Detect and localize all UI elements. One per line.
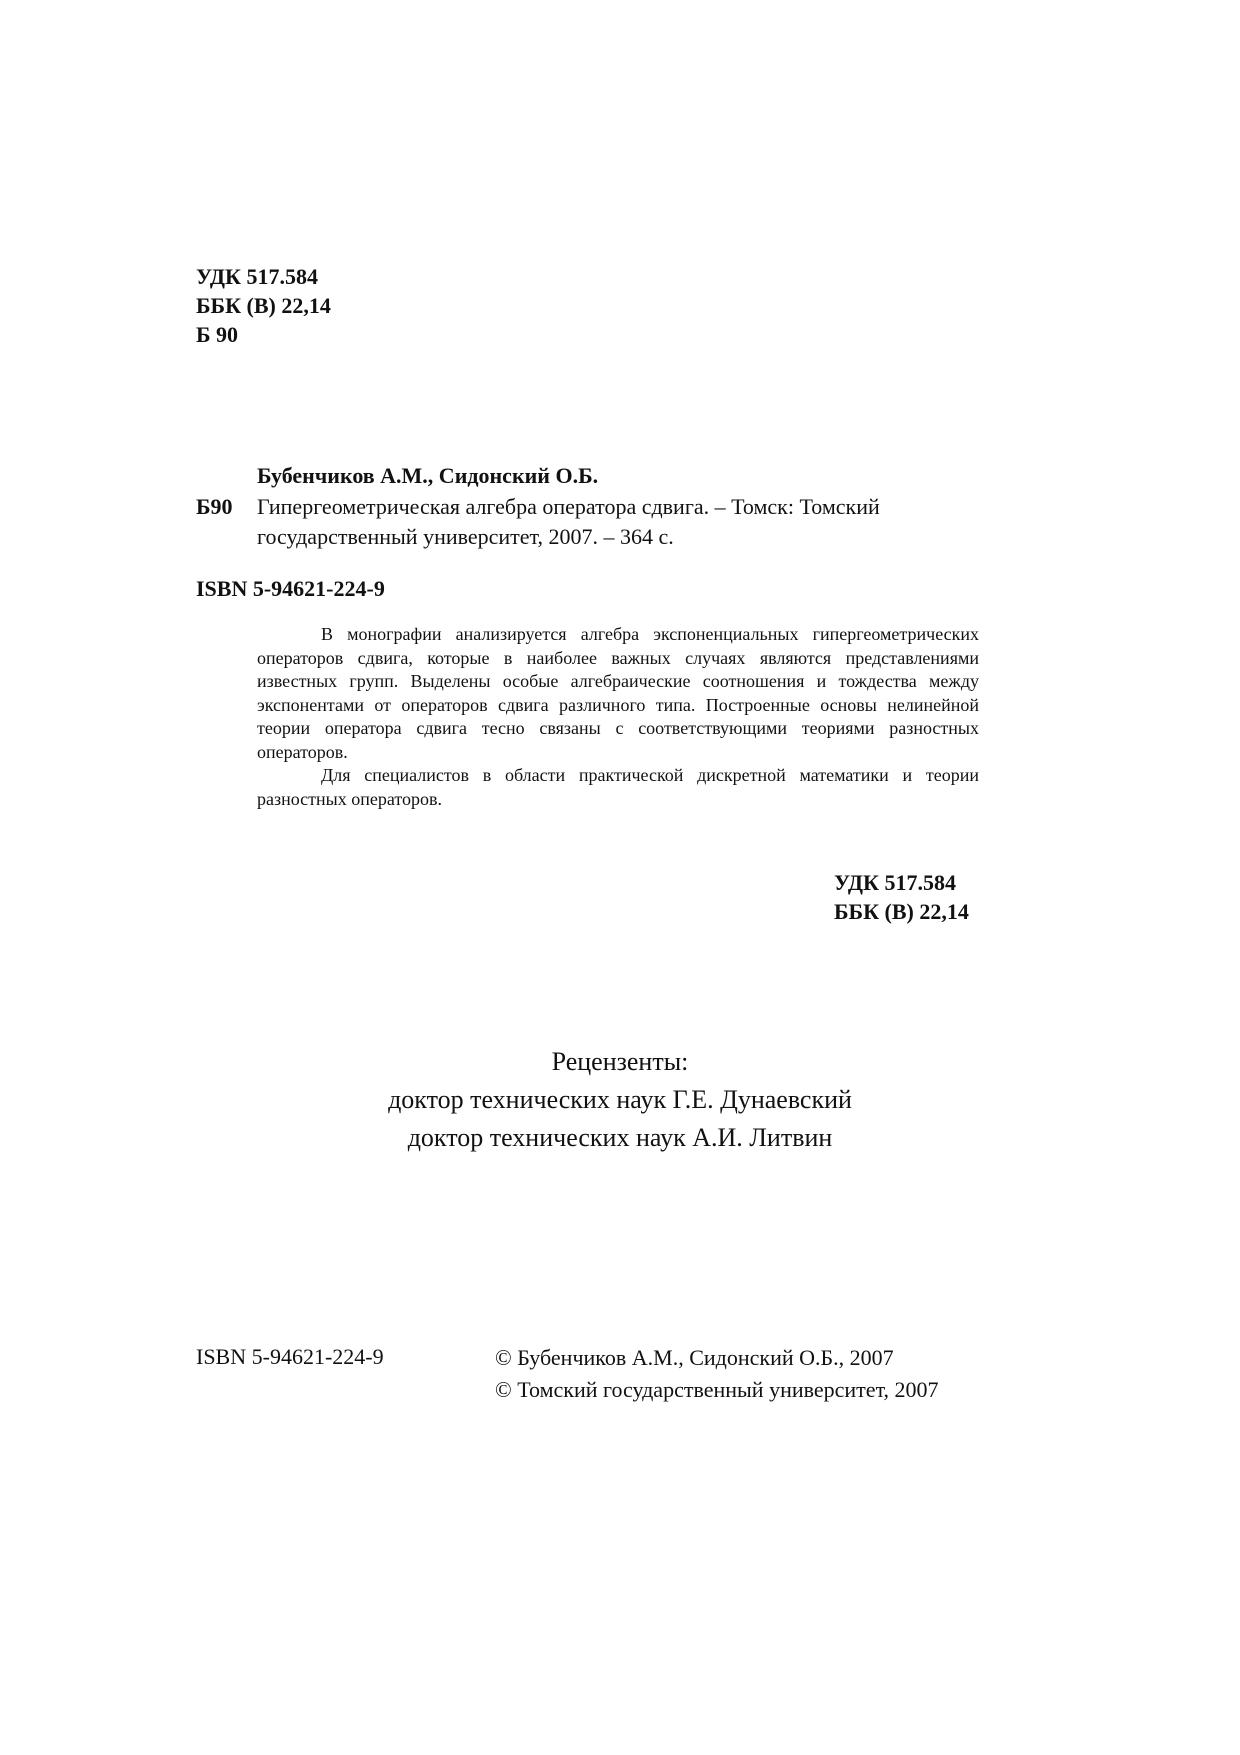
reviewer-2: доктор технических наук А.И. Литвин	[407, 1123, 833, 1152]
abstract	[257, 623, 979, 811]
bbk-code-right: ББК (В) 22,14	[834, 899, 969, 924]
bbk-code: ББК (В) 22,14	[196, 293, 331, 318]
abstract-paragraph-1: В монографии анализируется алгебра экспоненциальных гипергеометрических операторов сдвига, которые в наиболее важных случаях являются представлениями известных групп. Выделены особые алгебраические соотношения и тождества между экспонентами от операторов сдвига различного типа. Построенные основы нелинейной теории оператора сдвига тесно связаны с соответствующими теориями разностных операторов.	[257, 624, 979, 762]
udk-code: УДК 517.584	[196, 264, 319, 289]
abstract-paragraph-2: Для специалистов в области практической дискретной математики и теории разностных операторов.	[257, 765, 979, 809]
entry-author-mark: Б90	[196, 494, 233, 519]
reviewers-block	[260, 1043, 980, 1157]
entry-title-line-1: Гипергеометрическая алгебра оператора сдвига. – Томск: Томский	[257, 494, 880, 519]
udk-code-right: УДК 517.584	[834, 870, 957, 895]
author-mark: Б 90	[196, 322, 239, 347]
classification-block-right	[834, 868, 969, 926]
classification-block	[196, 262, 331, 349]
bibliographic-entry	[257, 492, 977, 552]
reviewers-heading: Рецензенты:	[551, 1047, 689, 1076]
entry-title-line-2: государственный университет, 2007. – 364 с.	[257, 524, 674, 549]
isbn-heading: ISBN 5-94621-224-9	[196, 576, 385, 601]
footer-isbn: ISBN 5-94621-224-9	[196, 1344, 384, 1369]
copyright-university: © Томский государственный университет, 2007	[495, 1377, 939, 1402]
reviewer-1: доктор технических наук Г.Е. Дунаевский	[388, 1085, 852, 1114]
copyright-block	[495, 1342, 939, 1406]
copyright-authors: © Бубенчиков А.М., Сидонский О.Б., 2007	[495, 1345, 894, 1370]
authors: Бубенчиков А.М., Сидонский О.Б.	[257, 463, 599, 488]
